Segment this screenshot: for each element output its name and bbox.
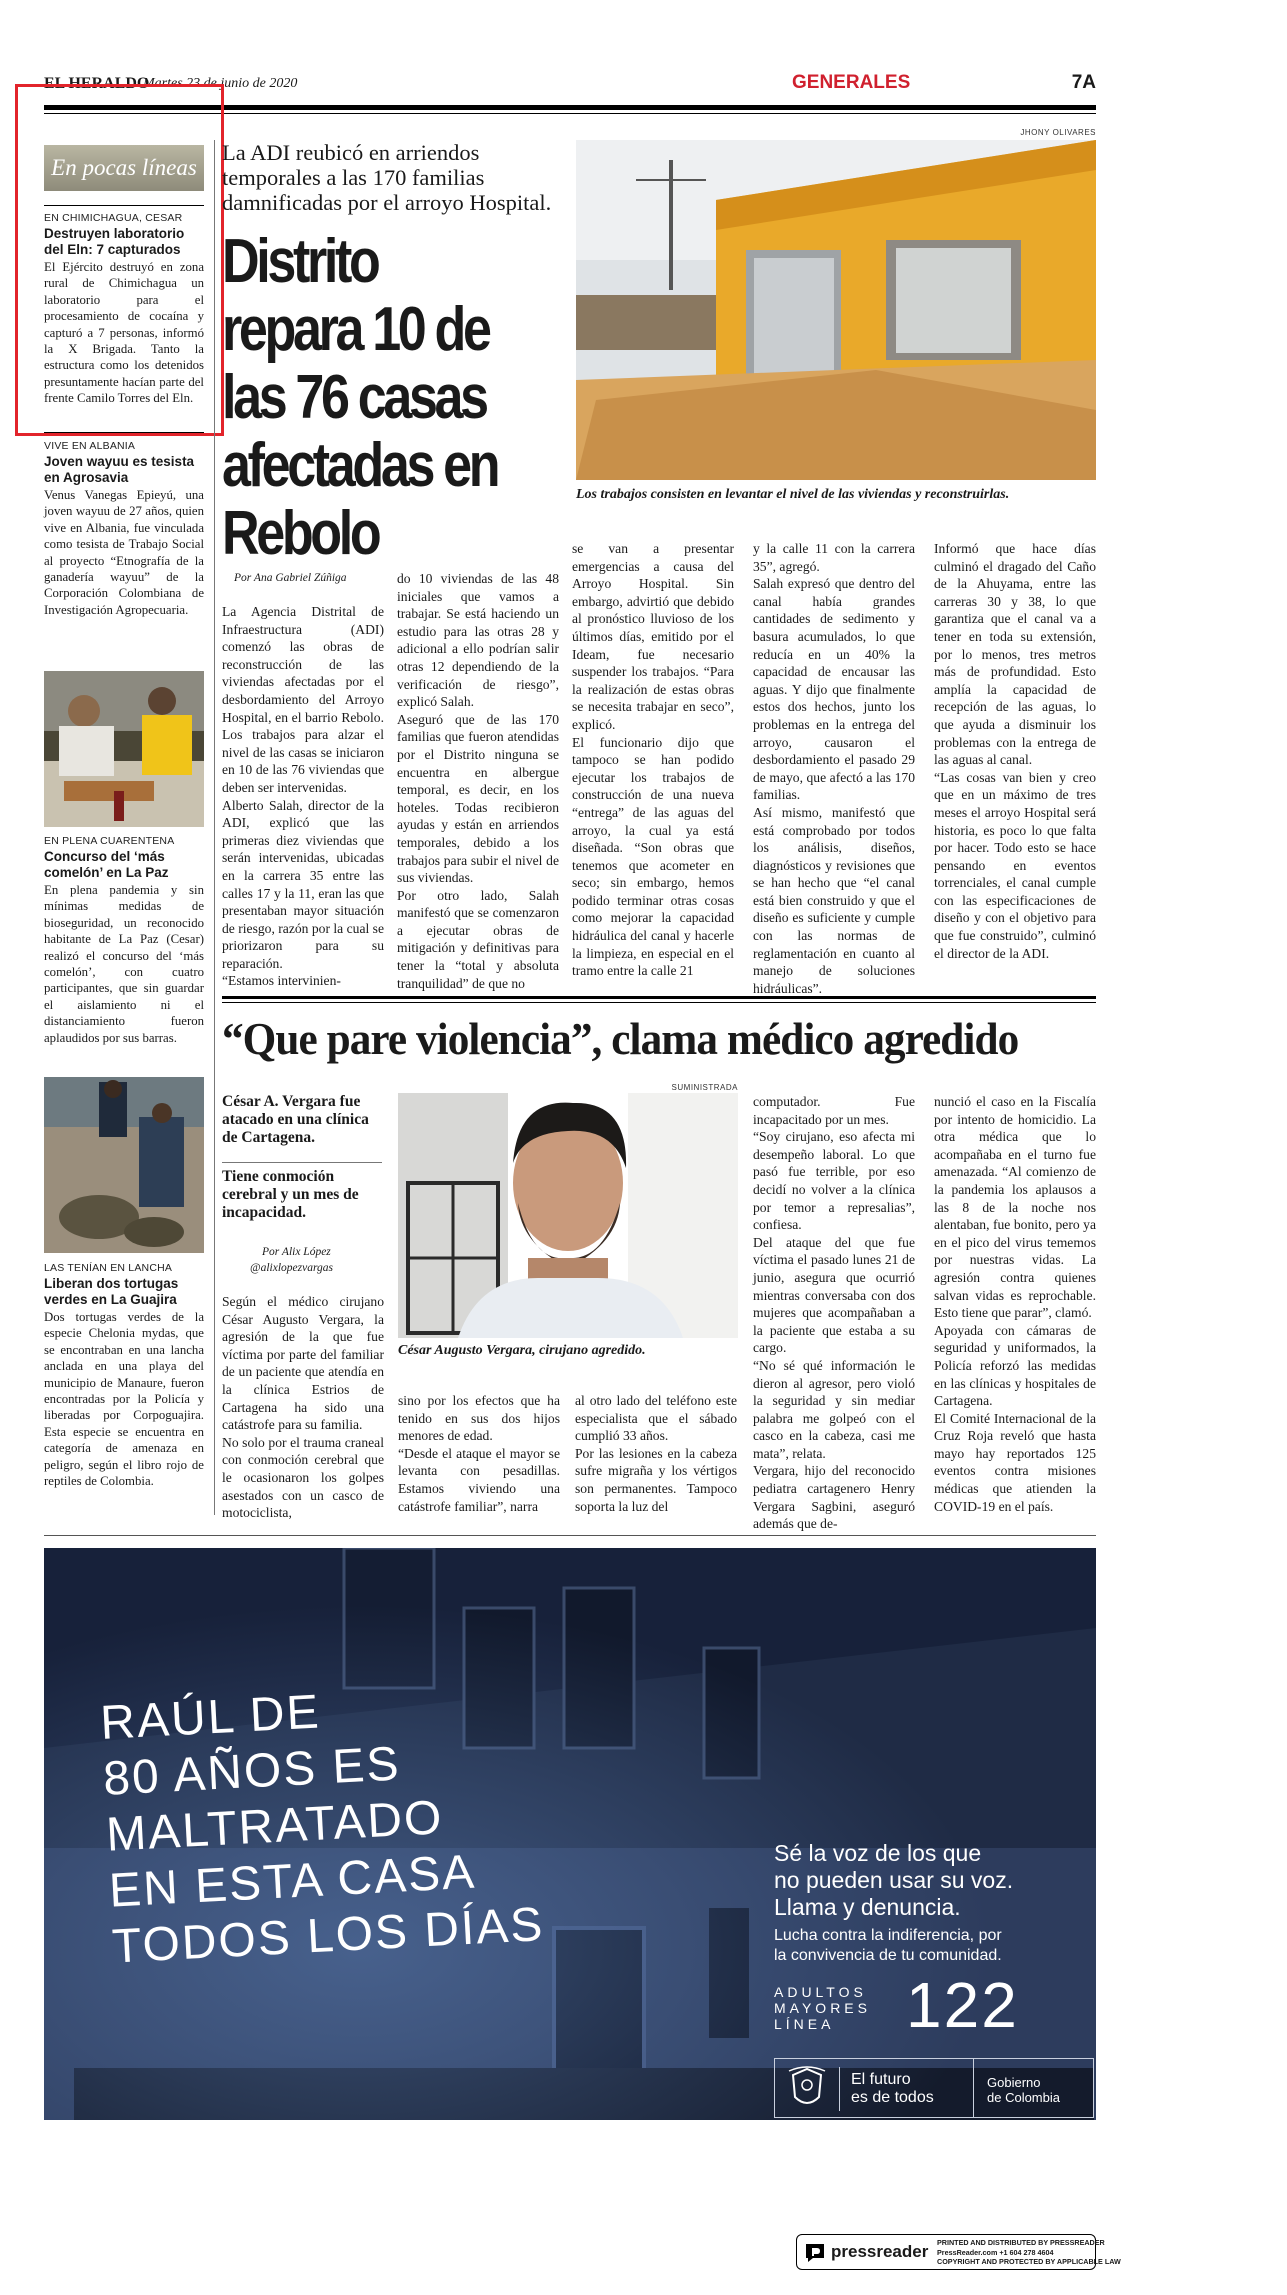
sidebar-item <box>44 440 204 618</box>
article1-col5: Informó que hace días culminó el dragado del Caño de la Ahuyama, entre las carreras 30 y 38, lo que garantiza que el canal va a tener en toda su extensión, por lo menos, tres metros más de profundidad. Esto amplía la capacidad de recepción de las aguas, lo que ayuda a disminuir los problemas con la entrega de las aguas al canal. “Las cosas van bien y creo que en un máximo de tres meses el arroyo Hospital será historia, es poco lo que falta por hacer. Todo esto se hace pensando en eventos torrenciales, el canal cumple con las especificaciones de diseño y con el objetivo para que fue construido”, culminó el director de la ADI. <box>934 541 1096 961</box>
article2-deck2: Tiene conmoción cerebral y un mes de incapacidad. <box>222 1168 359 1221</box>
article2-byline-handle: @alixlopezvargas <box>250 1262 333 1274</box>
sidebar-item-text: Venus Vanegas Epieyú, una joven wayuu de 27 años, quien vive en Albania, fue vinculada como tesista de Trabajo Social al proyecto “Etnografía de la ganadería wayuu” de la Corporación Colombiana de Investigación Agropecuaria. <box>44 488 204 617</box>
article2-col4: nunció el caso en la Fiscalía por intento de homicidio. La otra médica que lo acompañaba en el turno fue amenazada. “Al comienzo de la pandemia los aplausos a las 8 de la noche nos alentaban, fue bonito, pero ya en el pico del virus tememos por nuestras vidas. La agresión contra quienes salvan vidas es reprochable. Esto tiene que parar”, clamó. Apoyada con cámaras de seguridad y uniformados, la Policía reforzó las medidas en las clínicas y hospitales de Cartagena. El Comité Internacional de la Cruz Roja reveló que hasta mayo hay reportados 125 eventos contra misiones médicas que atienden la COVID-19 en el país. <box>934 1094 1096 1514</box>
pressreader-brand: pressreader <box>831 2242 929 2261</box>
sidebar-item-text: El Ejército destruyó en zona rural de Chimichagua un laboratorio para el procesamiento de cocaína y capturó a 7 personas, informó la X Brigada. Tanto la estructura como los detenidos presuntamente hacían parte del frente Camilo Torres del Eln. <box>44 260 204 406</box>
pressreader-badge[interactable] <box>796 2234 1121 2270</box>
highlight-box <box>15 84 224 436</box>
ad-message-line: Llama y denuncia. <box>774 1894 961 1920</box>
article1-caption: Los trabajos consisten en levantar el nivel de las viviendas y reconstruirlas. <box>576 487 1010 502</box>
issue-date: Martes 23 de junio de 2020 <box>143 76 298 91</box>
ad-headline-line: MALTRATADO <box>104 1791 445 1862</box>
ad-phone-number: 122 <box>906 1969 1019 2041</box>
sidebar-item-kicker: EN CHIMICHAGUA, CESAR <box>44 212 183 224</box>
article2-col3: computador. Fue incapacitado por un mes. “Soy cirujano, eso afecta mi desempeño laboral. Lo que pasó fue terrible, por eso decidí no volver a la clínica por temor a represalias”, confiesa. Del ataque del que fue víctima el pasado lunes 21 de junio, asegura que ocurrió mientras conversaba con dos mujeres que acompañaban a la paciente que estaba a su cargo. “No sé qué información le dieron al agresor, pero violó la seguridad y sin mediar palabra me golpeó con el casco en la cabeza, casi me mata”, relata. Vergara, hijo del reconocido pediatra cartagenero Henry Vergara Sagbini, aseguró además que de- <box>753 1094 915 1532</box>
ad-line-label-text: MAYORES <box>774 2000 871 2016</box>
sidebar-item-headline: Destruyen laboratorio del Eln: 7 capturados <box>44 226 185 257</box>
ad-subtext-line: Lucha contra la indiferencia, por <box>774 1927 1002 1944</box>
pressreader-logo-icon <box>803 2241 827 2265</box>
ad-headline-line: RAÚL DE <box>99 1685 322 1750</box>
article1-deck: La ADI reubicó en arriendos temporales a las 170 familias damnificadas por el arroyo Hospital. <box>222 140 552 215</box>
ad-subtext <box>774 1926 1002 1966</box>
ad-banner <box>44 1548 1096 2120</box>
sidebar-item-kicker: LAS TENÍAN EN LANCHA <box>44 1262 173 1274</box>
article2-byline-name: Por Alix López <box>262 1246 331 1258</box>
article2-col3b: al otro lado del teléfono este especialista que el sábado cumplió 33 años. Por las lesiones en la cabeza sufre migraña y los vértigos son permanentes. Tampoco soporta la luz del <box>575 1393 737 1514</box>
article2-col2: sino por los efectos que ha tenido en sus dos hijos menores de edad. “Desde el ataque el mayor se levanta con pesadillas. Estamos viviendo una catástrofe familiar”, narra <box>398 1393 560 1514</box>
article1-col3: se van a presentar emergencias a causa del Arroyo Hospital. Sin embargo, advirtió que debido al pronóstico lluvioso de los últimos días, emitido por el Ideam, fue necesario suspender los trabajos. “Para la realización de estas obras se necesita trabajar en seco”, explicó. El funcionario dijo que tampoco se han podido ejecutar los trabajos de construcción de una nueva “entrega” de las aguas del arroyo, la cual ya está diseñada. “Son obras que tenemos que acometer en seco; sin embargo, hemos podido terminar otras cosas como mejorar la capacidad hidráulica del canal y hacerle la limpieza, en especial en el tramo entre la calle 21 <box>572 541 734 979</box>
deck-rule <box>222 1162 382 1163</box>
column-separator <box>214 140 215 1515</box>
doctor-portrait-image <box>398 1093 738 1338</box>
ad-line-label <box>774 1984 871 2032</box>
food-contest-image <box>44 671 204 827</box>
house-under-repair-image <box>576 140 1096 480</box>
article1-col4: y la calle 11 con la carrera 35”, agregó. Salah expresó que dentro del canal había grandes cantidades de sedimento y basura acumulados, lo que reducía en un 40% la capacidad de encausar las aguas. Y dijo que finalmente estos dos hechos, junto los problemas en la entrega del arroyo, causaron el desbordamiento el pasado 29 de mayo, que afectó a las 170 familias. Así mismo, manifestó que está comprobado por todos los análisis, diseños, diagnósticos y revisiones que se han hecho que “el canal está bien construido y que el diseño es suficiente y cumple con las normas de reglamentación en cuanto al manejo de soluciones hidráulicas”. <box>753 541 915 996</box>
sidebar-item-text: Dos tortugas verdes de la especie Chelonia mydas, que se encontraban en una lancha anclada en una playa del municipio de Manaure, fueron encontradas por la Policía y liberadas por Corpoguajira. Esta especie se encuentra en categoría de amenaza en peligro, según el libro rojo de reptiles de Colombia. <box>44 1310 204 1489</box>
paper-name: EL HERALDO <box>44 75 150 92</box>
article2-photo <box>398 1093 738 1338</box>
turtles-image <box>44 1077 204 1253</box>
ad-message <box>774 1840 1013 1921</box>
pressreader-info-line: PRINTED AND DISTRIBUTED BY PRESSREADER <box>937 2238 1105 2247</box>
ad-footer-slogan-line: es de todos <box>851 2089 934 2106</box>
ad-headline <box>99 1673 546 1975</box>
ad-separator <box>44 1535 1096 1536</box>
ad-headline-line: 80 AÑOS ES <box>101 1737 402 1806</box>
ad-footer-gov <box>987 2075 1060 2105</box>
article1-col2: do 10 viviendas de las 48 iniciales que vamos a trabajar. Se está haciendo un estudio para las otras 28 y adicional a ello podrían salir otras 12 dependiendo de la verificación de riesgo”, explicó Salah. Aseguró que de las 170 familias que fueron atendidas por el Distrito ninguna se encuentra en albergue temporal, es decir, en los hoteles. Todas recibieron ayudas y están en arriendos temporales, debido a los trabajos para subir el nivel de sus viviendas. Por otro lado, Salah manifestó que se comenzaron a ejecutar obras de mitigación y definitivas para tener la “total y absoluta tranquilidad” de que no <box>397 571 559 991</box>
article1-headline: Distrito repara 10 de las 76 casas afectadas en Rebolo <box>222 227 498 568</box>
ad-footer-gov-line: Gobierno <box>987 2075 1041 2090</box>
page-number: 7A <box>1071 72 1096 93</box>
ad-footer-gov-line: de Colombia <box>987 2090 1060 2105</box>
ad-line-label-text: ADULTOS <box>774 1984 867 2000</box>
photo-turtles <box>44 1077 204 1253</box>
article1-byline: Por Ana Gabriel Zúñiga <box>234 572 347 584</box>
article2-photo-credit: SUMINISTRADA <box>671 1083 738 1092</box>
article1-col1: La Agencia Distrital de Infraestructura (ADI) comenzó las obras de reconstrucción de las viviendas afectadas por el desbordamiento del Arroyo Hospital, en el barrio Rebolo. Los trabajos para alzar el nivel de las casas se iniciaron en 10 de las 76 viviendas que deben ser intervenidas. Alberto Salah, director de la ADI, explicó que las primeras diez viviendas que serán intervenidas, ubicadas en la carrera 35 entre las calles 17 y la 11, eran las que presentaban mayor situación de riesgo, razón por la cual se priorizaron para su reparación. “Estamos intervinien- <box>222 604 384 989</box>
ad-message-line: Sé la voz de los que <box>774 1840 982 1866</box>
ad-subtext-line: la convivencia de tu comunidad. <box>774 1947 1002 1964</box>
sidebar-item-kicker: VIVE EN ALBANIA <box>44 440 136 452</box>
sidebar-item-text: En plena pandemia y sin mínimas medidas de bioseguridad, un reconocido habitante de La Paz (Cesar) realizó el concurso del ‘más comelón’, con cuatro participantes, que sin guardar el aislamiento ni el distanciamiento fueron aplaudidos por sus barras. <box>44 883 204 1045</box>
ad-line-label-text: LÍNEA <box>774 2016 835 2032</box>
article2-deck1: César A. Vergara fue atacado en una clínica de Cartagena. <box>222 1093 369 1146</box>
pressreader-info-line: PressReader.com +1 604 278 4604 <box>937 2247 1054 2257</box>
article1-photo <box>576 140 1096 480</box>
sidebar-item <box>44 835 204 1046</box>
sidebar-item-headline: Joven wayuu es tesista en Agrosavia <box>44 454 195 485</box>
ad-headline-line: EN ESTA CASA <box>107 1845 478 1918</box>
photo-food-contest <box>44 671 204 827</box>
ad-message-line: no pueden usar su voz. <box>774 1867 1014 1893</box>
ad-headline-line: TODOS LOS DÍAS <box>110 1898 546 1974</box>
article2-col1: Según el médico cirujano César Augusto Vergara, la agresión de la que fue víctima por parte del familiar de un paciente que atendía en la clínica Estrios de Cartagena ha sido una catástrofe para su familia. No solo por el trauma craneal con conmoción cerebral que le ocasionaron los golpes asestados con un casco de motociclista, <box>222 1294 384 1521</box>
pressreader-info <box>937 2238 1121 2267</box>
sidebar-item-kicker: EN PLENA CUARENTENA <box>44 835 175 847</box>
ad-footer-slogan-line: El futuro <box>851 2071 911 2088</box>
sidebar-item-headline: Concurso del ‘más comelón’ en La Paz <box>44 849 169 880</box>
colombia-shield-icon <box>785 2065 829 2111</box>
article2-caption: César Augusto Vergara, cirujano agredido. <box>398 1343 646 1358</box>
pressreader-info-line: COPYRIGHT AND PROTECTED BY APPLICABLE LAW <box>937 2257 1121 2266</box>
section-name: GENERALES <box>792 72 911 93</box>
sidebar-item <box>44 1262 204 1489</box>
ad-footer-divider <box>839 2067 840 2111</box>
ad-footer-box <box>774 2058 1094 2118</box>
ad-footer-divider <box>973 2059 974 2117</box>
article-separator <box>222 996 1096 999</box>
sidebar-rule <box>44 432 204 433</box>
article-separator-thin <box>222 1002 1096 1003</box>
sidebar-banner-title: En pocas líneas <box>51 155 197 180</box>
ad-footer-slogan <box>851 2071 934 2107</box>
article2-headline: “Que pare violencia”, clama médico agredido <box>222 1013 1019 1064</box>
article1-photo-credit: JHONY OLIVARES <box>1020 128 1096 137</box>
sidebar-item-headline: Liberan dos tortugas verdes en La Guajira <box>44 1276 179 1307</box>
